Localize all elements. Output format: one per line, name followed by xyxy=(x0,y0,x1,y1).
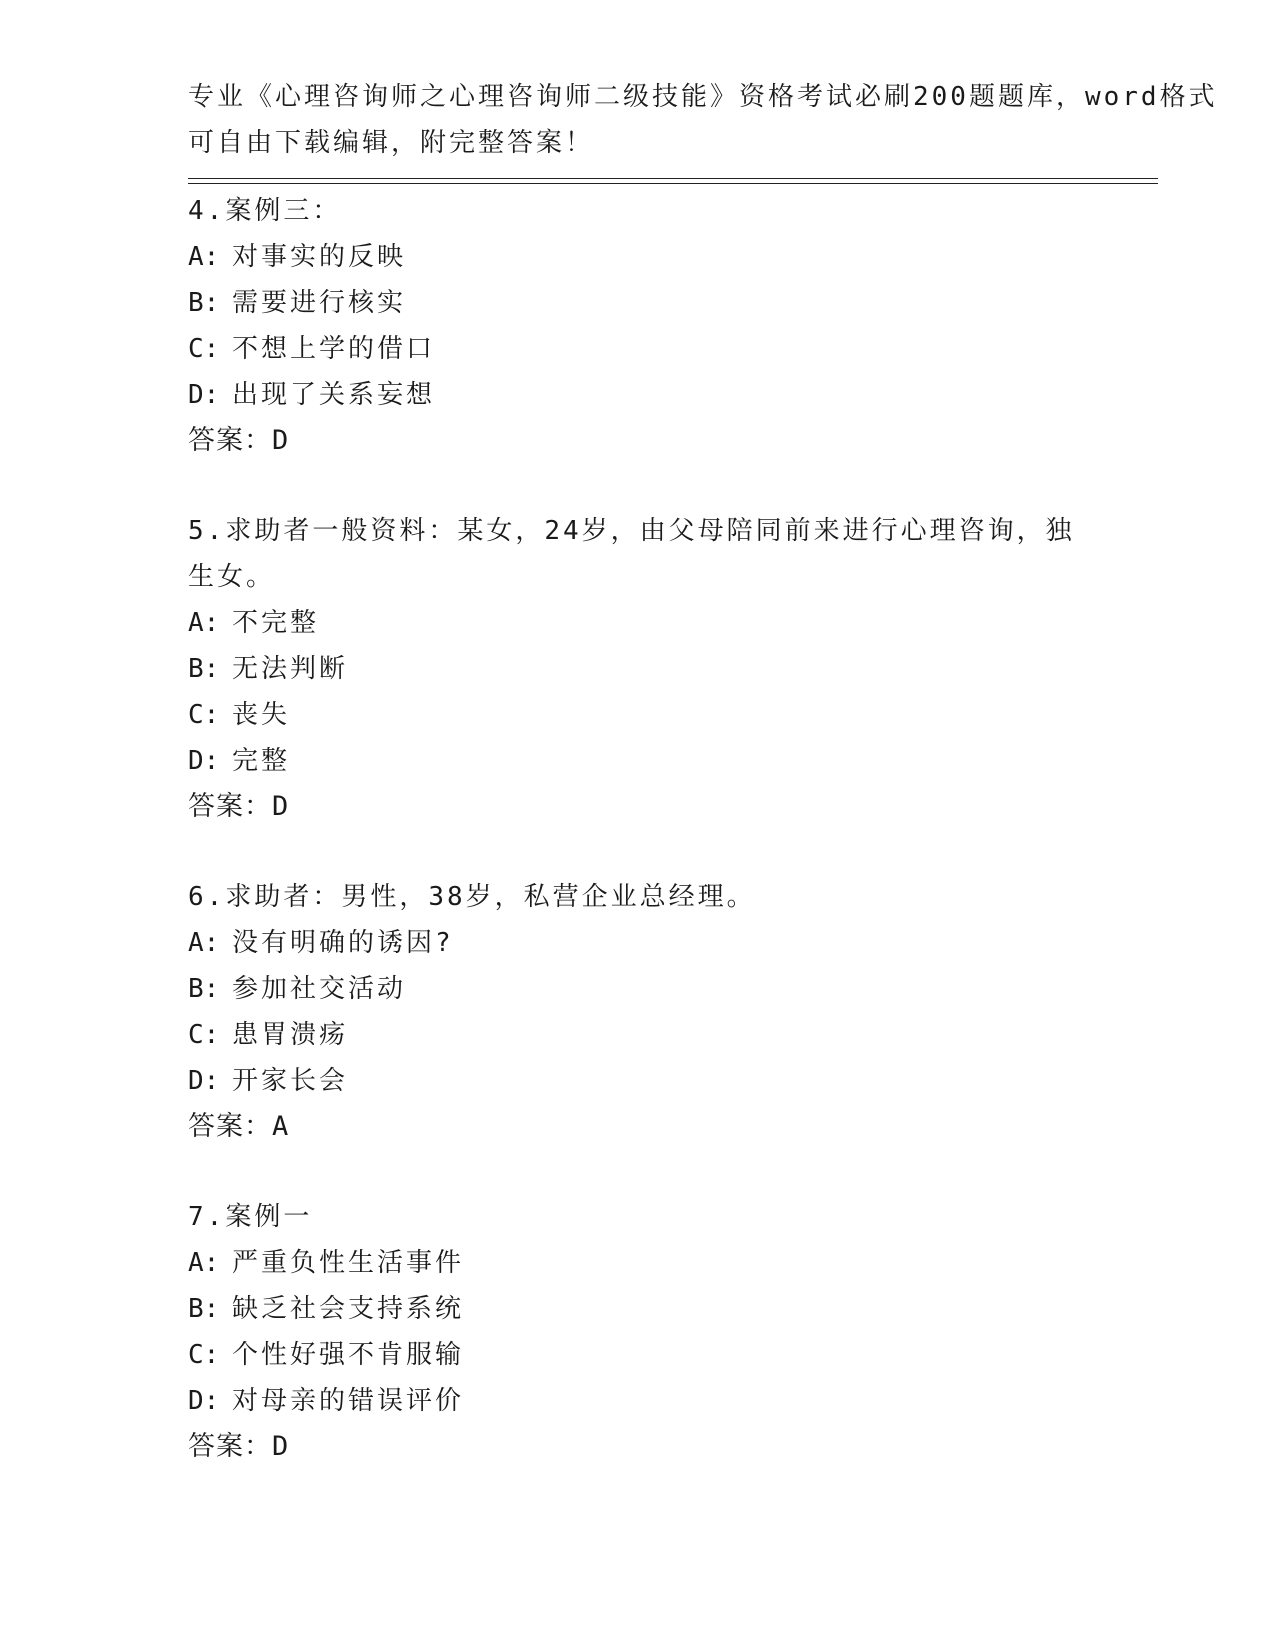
option-letter: B: xyxy=(188,1294,220,1324)
option-letter: C: xyxy=(188,334,220,364)
option-c xyxy=(188,1012,1088,1058)
option-letter: B: xyxy=(188,288,220,318)
option-a xyxy=(188,600,1088,646)
option-d xyxy=(188,1378,1088,1424)
option-text: 患胃溃疡 xyxy=(232,1020,349,1050)
option-letter: C: xyxy=(188,1340,220,1370)
header-line-1: 专业《心理咨询师之心理咨询师二级技能》资格考试必刷200题题库，word格式 xyxy=(188,82,1218,112)
option-text: 对事实的反映 xyxy=(232,242,407,272)
option-letter: A: xyxy=(188,608,220,638)
question-stem xyxy=(188,874,1088,920)
option-b xyxy=(188,280,1088,326)
option-text: 不想上学的借口 xyxy=(232,334,436,364)
option-text: 严重负性生活事件 xyxy=(232,1248,465,1278)
option-text: 需要进行核实 xyxy=(232,288,407,318)
option-d xyxy=(188,738,1088,784)
header-divider xyxy=(188,178,1158,184)
question-list xyxy=(188,188,1088,1514)
option-text: 个性好强不肯服输 xyxy=(232,1340,465,1370)
option-letter: A: xyxy=(188,928,220,958)
option-text: 丧失 xyxy=(232,700,291,730)
option-text: 不完整 xyxy=(232,608,320,638)
answer-label: 答案： xyxy=(188,791,272,822)
option-text: 完整 xyxy=(232,746,291,776)
option-d xyxy=(188,1058,1088,1104)
question-text: 案例三： xyxy=(225,196,342,226)
answer-value: D xyxy=(272,425,290,456)
option-letter: A: xyxy=(188,1248,220,1278)
option-text: 对母亲的错误评价 xyxy=(232,1386,465,1416)
option-letter: A: xyxy=(188,242,220,272)
question-text: 求助者一般资料：某女，24岁，由父母陪同前来进行心理咨询，独 xyxy=(225,516,1075,546)
question-number: 6. xyxy=(188,882,226,912)
header-line-2: 可自由下载编辑，附完整答案！ xyxy=(188,128,595,158)
option-c xyxy=(188,326,1088,372)
question-number: 4. xyxy=(188,196,226,226)
question-number: 5. xyxy=(188,516,226,546)
answer-label: 答案： xyxy=(188,425,272,456)
option-letter: D: xyxy=(188,1066,220,1096)
option-letter: C: xyxy=(188,1020,220,1050)
option-a xyxy=(188,1240,1088,1286)
option-b xyxy=(188,966,1088,1012)
question-4 xyxy=(188,188,1088,464)
option-text: 出现了关系妄想 xyxy=(232,380,436,410)
question-text: 案例一 xyxy=(225,1202,313,1232)
option-text: 开家长会 xyxy=(232,1066,349,1096)
option-d xyxy=(188,372,1088,418)
option-c xyxy=(188,692,1088,738)
answer-value: D xyxy=(272,791,290,822)
option-letter: C: xyxy=(188,700,220,730)
answer-line xyxy=(188,784,1088,830)
option-letter: D: xyxy=(188,380,220,410)
option-a xyxy=(188,920,1088,966)
question-stem xyxy=(188,188,1088,234)
option-text: 参加社交活动 xyxy=(232,974,407,1004)
question-7 xyxy=(188,1194,1088,1470)
option-letter: B: xyxy=(188,654,220,684)
option-a xyxy=(188,234,1088,280)
option-c xyxy=(188,1332,1088,1378)
option-text: 缺乏社会支持系统 xyxy=(232,1294,465,1324)
option-text: 无法判断 xyxy=(232,654,349,684)
question-number: 7. xyxy=(188,1202,226,1232)
answer-label: 答案： xyxy=(188,1111,272,1142)
answer-line xyxy=(188,418,1088,464)
answer-line xyxy=(188,1424,1088,1470)
option-letter: D: xyxy=(188,746,220,776)
question-stem xyxy=(188,508,1088,554)
question-text: 求助者：男性，38岁，私营企业总经理。 xyxy=(225,882,756,912)
answer-line xyxy=(188,1104,1088,1150)
question-stem xyxy=(188,1194,1088,1240)
option-text: 没有明确的诱因? xyxy=(232,928,454,958)
option-letter: B: xyxy=(188,974,220,1004)
question-stem-continued: 生女。 xyxy=(188,562,276,592)
document-header xyxy=(188,74,1218,166)
answer-label: 答案： xyxy=(188,1431,272,1462)
option-letter: D: xyxy=(188,1386,220,1416)
option-b xyxy=(188,1286,1088,1332)
answer-value: A xyxy=(272,1111,290,1142)
answer-value: D xyxy=(272,1431,290,1462)
question-5 xyxy=(188,508,1088,830)
question-6 xyxy=(188,874,1088,1150)
option-b xyxy=(188,646,1088,692)
